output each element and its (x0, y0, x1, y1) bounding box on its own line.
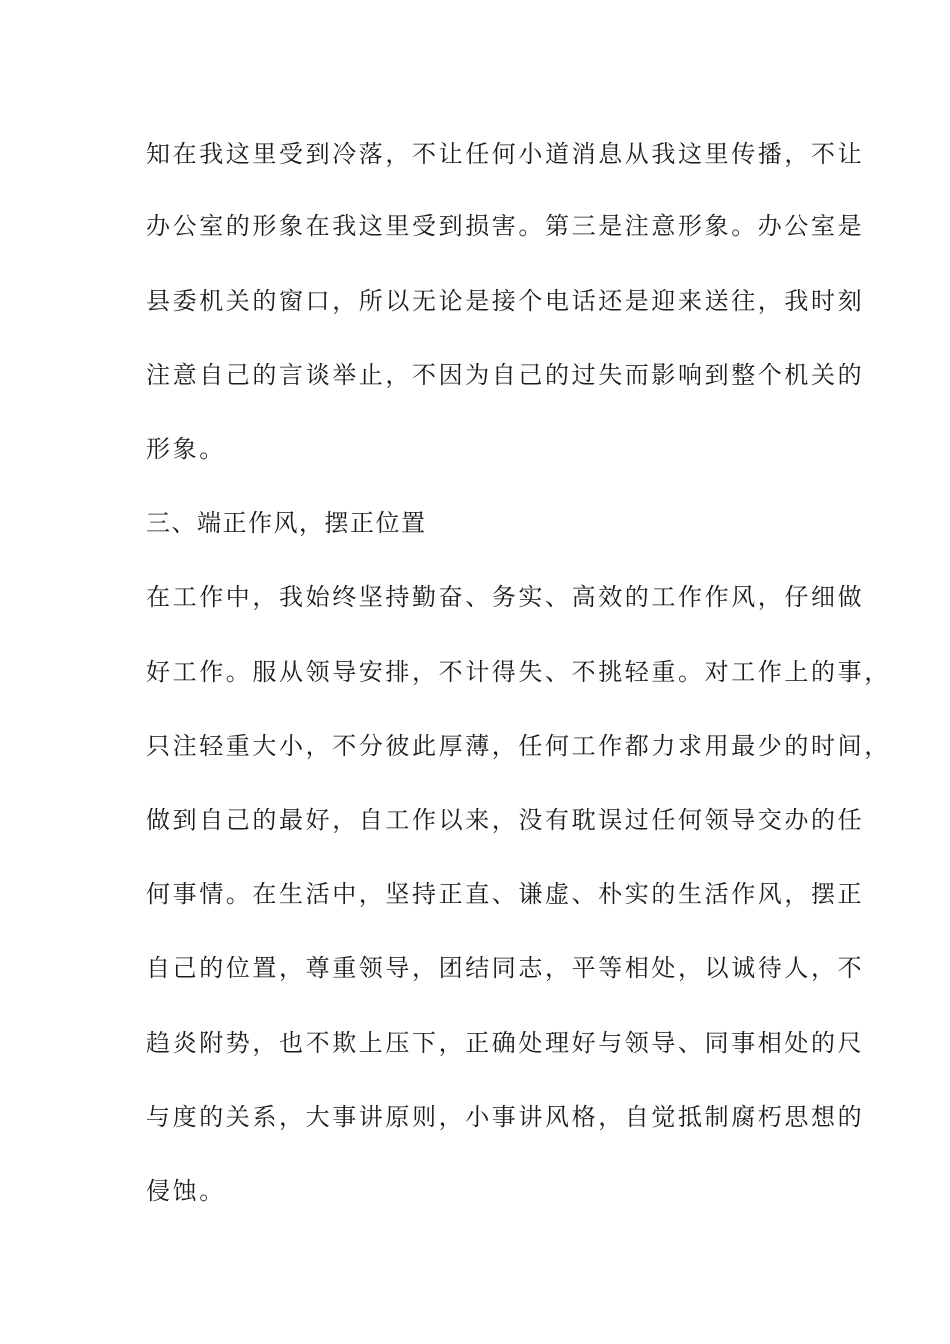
section-heading: 三、端正作风，摆正位置 (146, 509, 427, 537)
paragraph-line: 何事情。在生活中，坚持正直、谦虚、朴实的生活作风，摆正 (146, 880, 865, 908)
paragraph-line: 在工作中，我始终坚持勤奋、务实、高效的工作作风，仔细做 (146, 583, 865, 611)
paragraph-line: 形象。 (146, 435, 226, 463)
paragraph-line: 办公室的形象在我这里受到损害。第三是注意形象。办公室是 (146, 212, 865, 240)
paragraph-line: 趋炎附势，也不欺上压下，正确处理好与领导、同事相处的尺 (146, 1029, 865, 1057)
paragraph-line: 好工作。服从领导安排，不计得失、不挑轻重。对工作上的事， (146, 658, 891, 686)
paragraph-line: 知在我这里受到冷落，不让任何小道消息从我这里传播，不让 (146, 140, 865, 168)
paragraph-line: 做到自己的最好，自工作以来，没有耽误过任何领导交办的任 (146, 806, 865, 834)
paragraph-line: 只注轻重大小，不分彼此厚薄，任何工作都力求用最少的时间， (146, 732, 891, 760)
paragraph-line: 侵蚀。 (146, 1177, 226, 1205)
paragraph-line: 注意自己的言谈举止，不因为自己的过失而影响到整个机关的 (146, 361, 865, 389)
paragraph-line: 与度的关系，大事讲原则，小事讲风格，自觉抵制腐朽思想的 (146, 1103, 865, 1131)
paragraph-line: 县委机关的窗口，所以无论是接个电话还是迎来送往，我时刻 (146, 287, 865, 315)
paragraph-line: 自己的位置，尊重领导，团结同志，平等相处，以诚待人，不 (146, 954, 865, 982)
